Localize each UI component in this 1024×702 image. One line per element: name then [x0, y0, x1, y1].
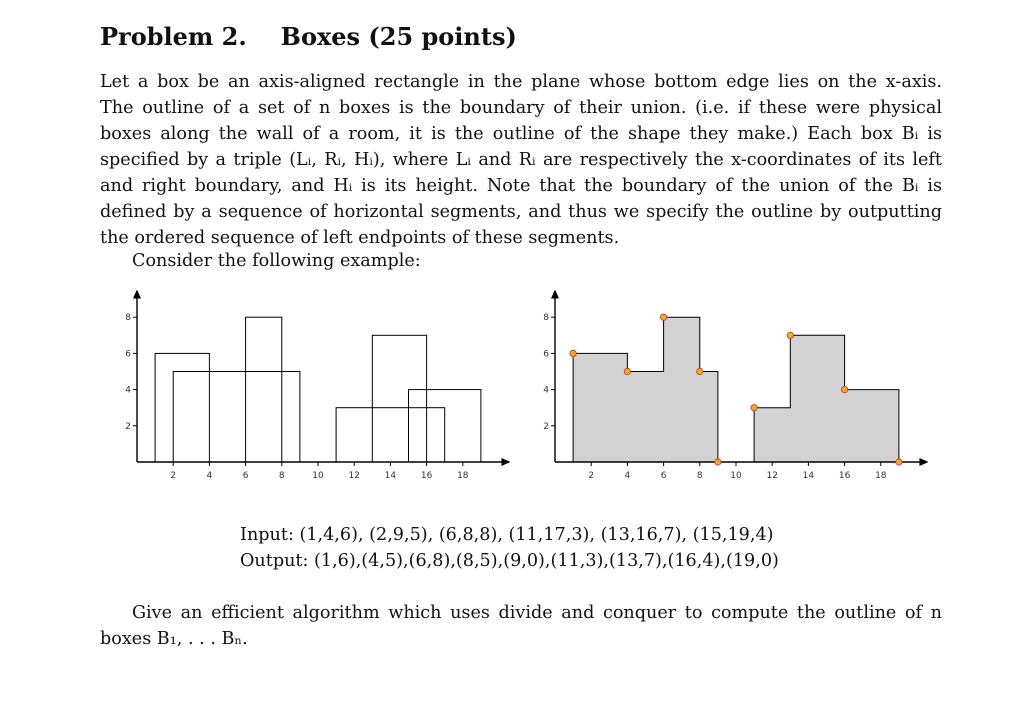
statement-line: and right boundary, and Hᵢ is its height. Note that the boundary of the union of the Bᵢ is	[100, 176, 942, 196]
box-rect	[246, 317, 282, 462]
x-tick-label: 10	[730, 471, 742, 481]
x-tick-label: 6	[660, 471, 667, 481]
outline-point	[715, 459, 721, 465]
y-axis-arrow	[133, 290, 141, 298]
x-tick-label: 18	[875, 471, 887, 481]
y-tick-label: 8	[125, 313, 131, 324]
x-axis-arrow	[919, 458, 928, 466]
x-tick-label: 8	[278, 471, 285, 481]
statement-line: Let a box be an axis-aligned rectangle in the plane whose bottom edge lies on the x-axis.	[100, 72, 942, 92]
boxes-plot	[110, 290, 510, 490]
x-tick-label: 4	[624, 471, 631, 481]
y-tick-label: 4	[543, 385, 549, 396]
y-tick-label: 8	[543, 313, 549, 324]
statement-line: specified by a triple (Lᵢ, Rᵢ, Hᵢ), where Lᵢ and Rᵢ are respectively the x-coordinates of its left	[100, 150, 942, 170]
outline-point	[570, 350, 576, 356]
outline-plot	[528, 290, 928, 490]
statement-line: defined by a sequence of horizontal segments, and thus we specify the outline by outputting	[100, 202, 942, 222]
input-line: Input: (1,4,6), (2,9,5), (6,8,8), (11,17,3), (13,16,7), (15,19,4)	[240, 525, 774, 545]
x-tick-label: 10	[312, 471, 324, 481]
statement-line: boxes along the wall of a room, it is the outline of the shape they make.) Each box Bᵢ is	[100, 124, 942, 144]
box-rect	[173, 372, 300, 463]
x-tick-label: 12	[348, 471, 360, 481]
x-tick-label: 14	[384, 471, 397, 481]
example-intro: Consider the following example:	[132, 251, 421, 271]
x-axis-arrow	[501, 458, 510, 466]
outline-point	[751, 405, 757, 411]
x-tick-label: 12	[766, 471, 778, 481]
x-tick-label: 4	[206, 471, 213, 481]
question-line: boxes B₁, . . . Bₙ.	[100, 629, 248, 649]
x-tick-label: 18	[457, 471, 469, 481]
x-tick-label: 2	[170, 471, 177, 481]
x-tick-label: 14	[802, 471, 815, 481]
box-rect	[372, 335, 426, 462]
y-tick-label: 2	[125, 421, 131, 432]
problem-title	[100, 22, 517, 51]
question	[100, 600, 942, 652]
problem-name: Boxes (25 points)	[280, 22, 517, 51]
box-rect	[336, 408, 445, 462]
x-tick-label: 16	[420, 471, 433, 481]
outline-point	[697, 368, 703, 374]
outline-point	[896, 459, 902, 465]
outline-point	[660, 314, 666, 320]
problem-number: Problem 2.	[100, 22, 247, 51]
outline-shape	[573, 317, 718, 462]
x-tick-label: 6	[242, 471, 249, 481]
example-io	[240, 522, 779, 574]
x-tick-label: 16	[838, 471, 851, 481]
outline-point	[841, 386, 847, 392]
x-tick-label: 2	[588, 471, 595, 481]
outline-point	[787, 332, 793, 338]
outline-shape	[754, 335, 899, 462]
statement-line: The outline of a set of n boxes is the boundary of their union. (i.e. if these were physical	[100, 98, 942, 118]
y-tick-label: 2	[543, 421, 549, 432]
outline-point	[624, 368, 630, 374]
y-axis-arrow	[551, 290, 559, 298]
output-line: Output: (1,6),(4,5),(6,8),(8,5),(9,0),(11,3),(13,7),(16,4),(19,0)	[240, 551, 779, 571]
box-rect	[155, 353, 209, 462]
y-tick-label: 6	[125, 349, 131, 360]
statement-line: the ordered sequence of left endpoints of these segments.	[100, 228, 620, 248]
problem-statement	[100, 69, 942, 251]
y-tick-label: 4	[125, 385, 131, 396]
x-tick-label: 8	[696, 471, 703, 481]
question-line: Give an efficient algorithm which uses divide and conquer to compute the outline of n	[132, 603, 942, 623]
y-tick-label: 6	[543, 349, 549, 360]
